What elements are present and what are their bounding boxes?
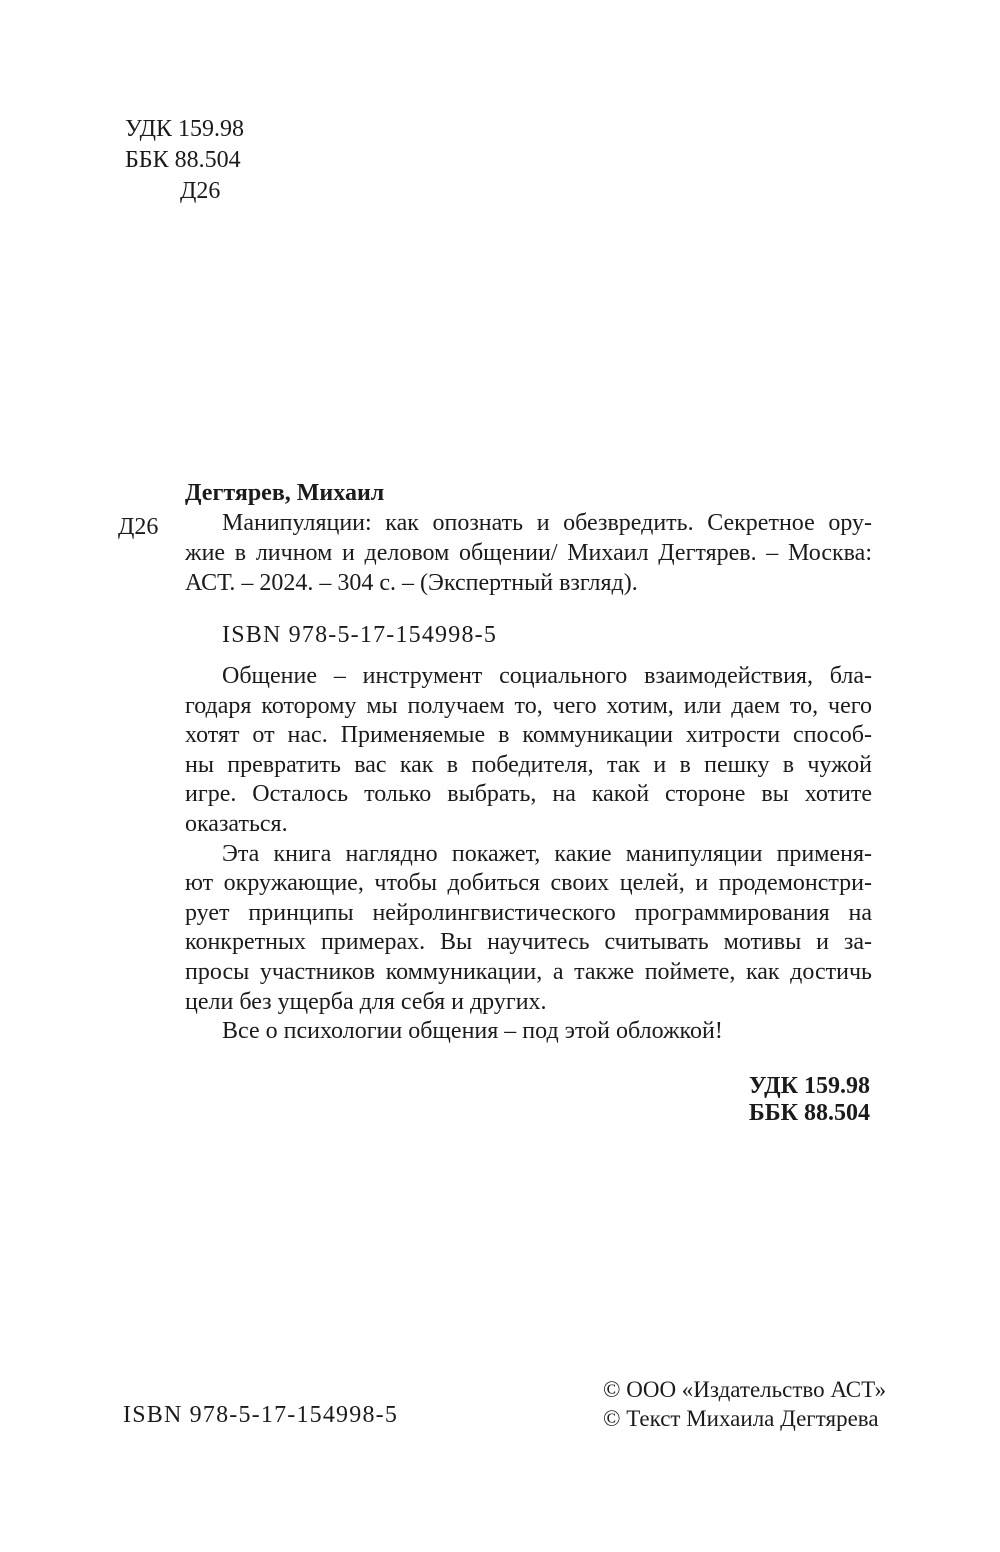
annotation-line: ют окружающие, чтобы добиться своих целей, и продемонстри- <box>185 870 872 897</box>
annotation-line: конкретных примерах. Вы научитесь считывать мотивы и за- <box>185 929 872 956</box>
card-line: Манипуляции: как опознать и обезвредить. Секретное ору- <box>222 510 872 536</box>
annotation-line: просы участников коммуникации, а также поймете, как достичь <box>185 958 872 985</box>
card-line: АСТ. – 2024. – 304 с. – (Экспертный взгляд). <box>185 570 638 596</box>
annotation-line: ны превратить вас как в победителя, так и в пешку в чужой <box>185 751 872 778</box>
annotation-line: Эта книга наглядно покажет, какие манипуляции применя- <box>222 840 872 867</box>
annotation-line: оказаться. <box>185 810 288 837</box>
annotation-line: игре. Осталось только выбрать, на какой стороне вы хотите <box>185 781 872 808</box>
bbk-code-top: ББК 88.504 <box>125 147 241 173</box>
author-sign-top: Д26 <box>180 178 221 204</box>
catalog-author: Дегтярев, Михаил <box>185 480 385 506</box>
classification-block-top <box>125 114 244 207</box>
bbk-code-bottom: ББК 88.504 <box>748 1100 870 1126</box>
copyright-publisher: © ООО «Издательство АСТ» <box>603 1377 887 1402</box>
annotation-line: рует принципы нейролингвистического программирования на <box>185 899 872 926</box>
isbn-footer: ISBN 978-5-17-154998-5 <box>123 1402 399 1428</box>
annotation-block <box>185 662 872 1047</box>
card-line: жие в личном и деловом общении/ Михаил Дегтярев. – Москва: <box>185 540 872 566</box>
annotation-line: Общение – инструмент социального взаимодействия, бла- <box>222 663 872 689</box>
isbn-main: ISBN 978-5-17-154998-5 <box>222 622 498 648</box>
annotation-line: годаря которому мы получаем то, чего хотим, или даем то, чего <box>185 692 872 719</box>
classification-block-bottom <box>749 1073 870 1127</box>
catalog-card <box>185 478 872 598</box>
copyright-block <box>603 1375 886 1433</box>
annotation-line: хотят от нас. Применяемые в коммуникации хитрости способ- <box>185 722 872 749</box>
copyright-author: © Текст Михаила Дегтярева <box>603 1406 879 1431</box>
annotation-line: цели без ущерба для себя и других. <box>185 988 547 1015</box>
udk-code-top: УДК 159.98 <box>125 116 244 142</box>
udk-code-bottom: УДК 159.98 <box>748 1073 870 1099</box>
annotation-line: Все о психологии общения – под этой обложкой! <box>222 1018 723 1045</box>
catalog-code: Д26 <box>118 514 159 540</box>
